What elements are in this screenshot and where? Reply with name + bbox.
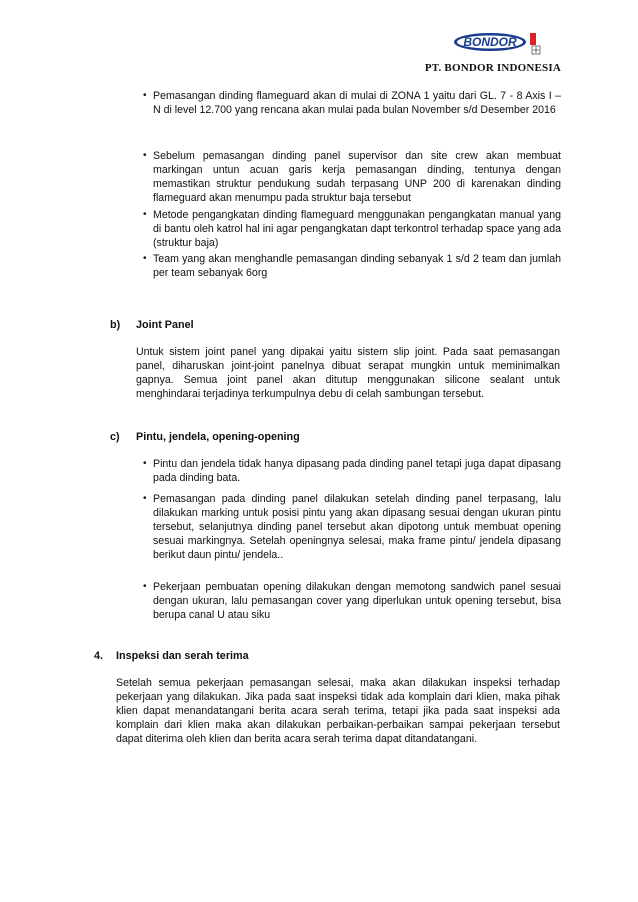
company-name: PT. BONDOR INDONESIA <box>424 62 561 74</box>
section-c-heading <box>110 430 300 444</box>
section-4-heading <box>94 649 249 663</box>
list-item <box>143 492 561 562</box>
section-title: Inspeksi dan serah terima <box>116 650 249 662</box>
section-b-heading <box>110 318 194 332</box>
bullet-icon: • <box>143 458 147 469</box>
section-4-paragraph: Setelah semua pekerjaan pemasangan selesai, maka akan dilakukan inspeksi terhadap pekerjaan yang dilakukan. Jika pada saat inspeksi tidak ada komplain dari klien, maka pihak klien dapat menandatangani berita acara serah terima, tetapi jika pada saat inspeksi ada komplain dari klien maka akan dilakukan perbaikan-perbaikan sampai pekerjaan tersebut dapat diterima oleh klien dan berita acara serah terima dapat ditandatangani. <box>116 677 560 745</box>
bondor-logo <box>454 31 542 65</box>
list-item-text: Metode pengangkatan dinding flameguard menggunakan pengangkatan manual yang di bantu oleh katrol hal ini agar pengangkatan dapt terkontrol terhadap space yang ada (struktur baja) <box>153 209 561 249</box>
bullet-icon: • <box>143 493 147 504</box>
list-item <box>143 89 561 117</box>
bullet-icon: • <box>143 581 147 592</box>
section-b-paragraph: Untuk sistem joint panel yang dipakai yaitu sistem slip joint. Pada saat pemasangan panel, diharuskan joint-joint panelnya dibuat serapat mungkin untuk meminimalkan gapnya. Semua joint panel akan ditutup menggunakan silicone sealant untuk menghindarai terjadinya terkumpulnya debu di celah sambungan tersebut. <box>136 346 560 400</box>
list-item-text: Pekerjaan pembuatan opening dilakukan dengan memotong sandwich panel sesuai dengan ukuran, lalu pemasangan cover yang diperlukan untuk opening tersebut, bisa berupa canal U atau siku <box>153 581 561 621</box>
section-title: Pintu, jendela, opening-opening <box>136 431 300 443</box>
section-label: 4. <box>94 650 104 662</box>
list-item-text: Pemasangan pada dinding panel dilakukan setelah dinding panel terpasang, lalu dilakukan marking untuk posisi pintu yang akan dipasang sesuai dengan ukuran pintu tersebut, selanjutnya dinding panel tersebut akan dipotong untuk membuat opening sesuai markingnya. Setelah openingnya selesai, maka frame pintu/ jendela dipasang berikut daun pintu/ jendela.. <box>153 493 561 561</box>
list-item <box>143 208 561 250</box>
list-item <box>143 580 561 622</box>
list-item-text: Sebelum pemasangan dinding panel supervisor dan site crew akan membuat markingan untun acuan garis kerja pemasangan dinding, tentunya dengan memastikan struktur pendukung sudah terpasang UNP 200 di karenakan dinding flameguard akan menumpu pada struktur baja tersebut <box>153 150 561 204</box>
list-item <box>143 457 561 485</box>
svg-text:BONDOR: BONDOR <box>463 35 517 49</box>
list-item-text: Pintu dan jendela tidak hanya dipasang pada dinding panel tetapi juga dapat dipasang pada dinding bata. <box>153 458 561 484</box>
section-title: Joint Panel <box>136 319 194 331</box>
section-label: b) <box>110 319 121 331</box>
bullet-icon: • <box>143 150 147 161</box>
list-item <box>143 149 561 205</box>
bullet-icon: • <box>143 90 147 101</box>
list-item-text: Pemasangan dinding flameguard akan di mulai di ZONA 1 yaitu dari GL. 7 - 8 Axis I – N di level 12.700 yang rencana akan mulai pada bulan November s/d Desember 2016 <box>153 90 561 116</box>
section-label: c) <box>110 431 120 443</box>
list-item <box>143 252 561 280</box>
bullet-icon: • <box>143 209 147 220</box>
list-item-text: Team yang akan menghandle pemasangan dinding sebanyak 1 s/d 2 team dan jumlah per team sebanyak 6org <box>153 253 561 279</box>
bullet-icon: • <box>143 253 147 264</box>
